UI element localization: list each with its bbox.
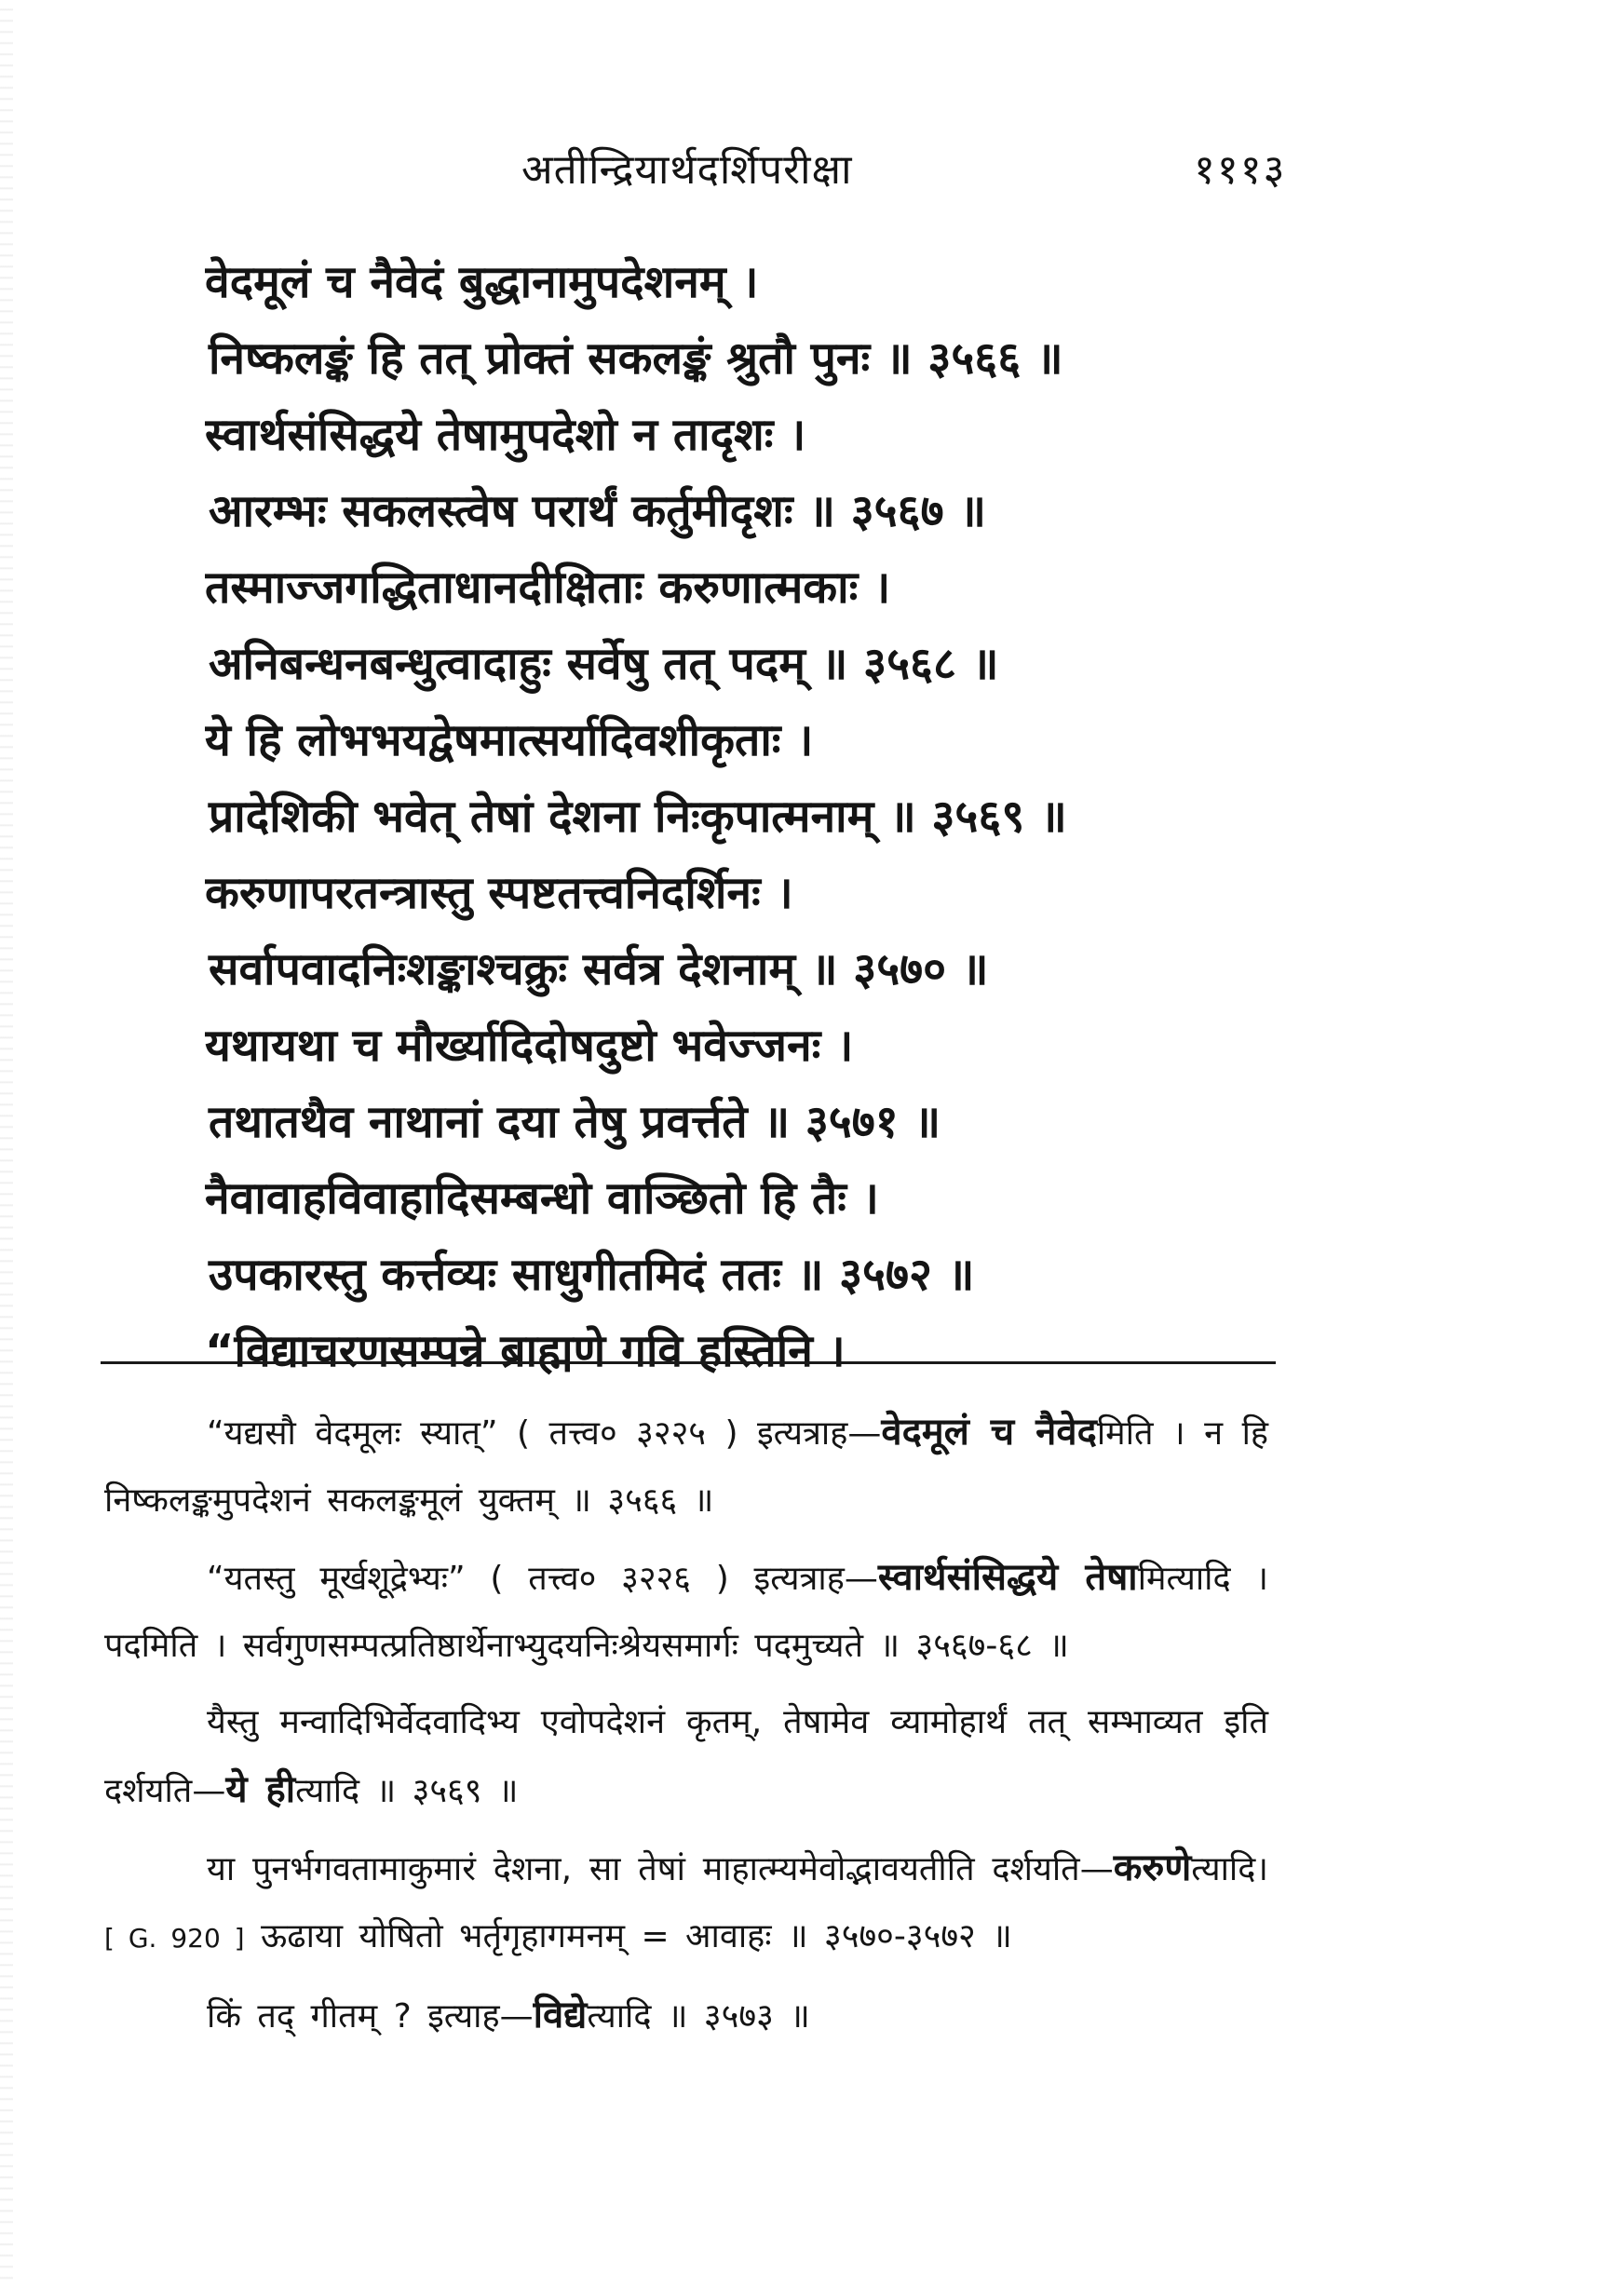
commentary-text: त्यादि ॥ ३५६९ ॥ [295,1772,519,1810]
commentary-paragraph [104,1834,1268,1972]
commentary-paragraph [104,1544,1268,1680]
verse-line: आरम्भः सकलस्त्वेष परार्थं कर्तुमीदृशः ॥ ३५६७ ॥ [209,485,987,537]
commentary-block [104,1399,1268,2060]
commentary-text: “यद्यसौ वेदमूलः स्यात्” ( तत्त्व० ३२२५ ) इत्यत्राह— [207,1414,882,1453]
commentary-text: “यतस्तु मूर्खशूद्रेभ्यः” ( तत्त्व० ३२२६ ) इत्यत्राह— [207,1560,878,1598]
verse-line: प्रादेशिकी भवेत् तेषां देशना निःकृपात्मनाम् ॥ ३५६९ ॥ [209,791,1067,843]
verse-block [205,244,1257,1389]
commentary-text: किं तद् गीतम् ? इत्याह— [207,1997,534,2036]
footnote-divider [101,1361,1276,1364]
commentary-paragraph [104,1982,1268,2050]
running-head: अतीन्द्रियार्थदर्शिपरीक्षा [521,146,853,194]
commentary-text: या पुनर्भगवतामाकुमारं देशना, सा तेषां माहात्म्यमेवोद्भावयतीति दर्शयति— [207,1850,1114,1888]
verse-line: यथायथा च मौर्ख्यादिदोषदुष्टो भवेज्जनः । [205,1020,854,1072]
commentary-keyword: वेदमूलं च नैवेद [881,1411,1097,1454]
commentary-text: यैस्तु मन्वादिभिर्वेदवादिभ्य एवोपदेशनं कृतम्, तेषामेव व्यामोहार्थं तत् सम्भाव्यत इति दर्शयति— [104,1703,1268,1810]
commentary-text: ऊढाया योषितो भर्तृगृहागमनम् = आवाहः ॥ ३५७०-३५७२ ॥ [244,1917,1012,1955]
verse-line: ये हि लोभभयद्वेषमात्सर्यादिवशीकृताः । [205,714,814,766]
verse-line: तथातथैव नाथानां दया तेषु प्रवर्त्तते ॥ ३५७१ ॥ [209,1096,941,1148]
verse-line: अनिबन्धनबन्धुत्वादाहुः सर्वेषु तत् पदम् ॥ ३५६८ ॥ [209,638,999,690]
verse-line: “विद्याचरणसम्पन्ने ब्राह्मणे गवि हस्तिनि । [205,1325,846,1377]
commentary-text: त्यादि ॥ ३५७३ ॥ [587,1997,810,2036]
verse-line: नैवावाहविवाहादिसम्बन्धो वाञ्छितो हि तैः । [205,1172,879,1224]
commentary-text: मित्यादि । पदमिति । सर्वगुणसम्पत्प्रतिष्ठार्थेनाभ्युदयनिःश्रेयसमार्गः पदमुच्यते ॥ ३५६७-६८ ॥ [104,1560,1269,1665]
verse-line: स्वार्थसंसिद्धये तेषामुपदेशो न तादृशः । [205,409,806,461]
commentary-text: मिति । न हि निष्कलङ्कमुपदेशनं सकलङ्कमूलं युक्तम् ॥ ३५६६ ॥ [104,1414,1269,1520]
verse-line: करुणापरतन्त्रास्तु स्पष्टतत्त्वनिदर्शिनः । [205,867,793,919]
commentary-keyword: ये ही [225,1768,296,1811]
verse-line: उपकारस्तु कर्त्तव्यः साधुगीतमिदं ततः ॥ ३५७२ ॥ [209,1249,975,1301]
verse-line: तस्माज्जगद्धिताधानदीक्षिताः करुणात्मकाः । [205,561,891,614]
commentary-keyword: करुणे [1113,1846,1192,1889]
verse-line: निष्कलङ्कं हि तत् प्रोक्तं सकलङ्कं श्रुतौ पुनः ॥ ३५६६ ॥ [209,332,1063,385]
scan-edge [0,0,13,2286]
commentary-paragraph [104,1399,1268,1535]
commentary-text: त्यादि। [1191,1850,1268,1888]
commentary-keyword: विद्ये [533,1994,588,2036]
commentary-keyword: स्वार्थसंसिद्धये तेषा [877,1556,1138,1599]
verse-line: सर्वापवादनिःशङ्काश्चक्रुः सर्वत्र देशनाम् ॥ ३५७० ॥ [209,943,989,995]
commentary-paragraph [104,1689,1268,1825]
page-number: १११३ [1194,146,1287,194]
gilgit-reference: [ G. 920 ] [104,1923,245,1954]
verse-line: वेदमूलं च नैवेदं बुद्धानामुपदेशनम् । [205,256,759,308]
